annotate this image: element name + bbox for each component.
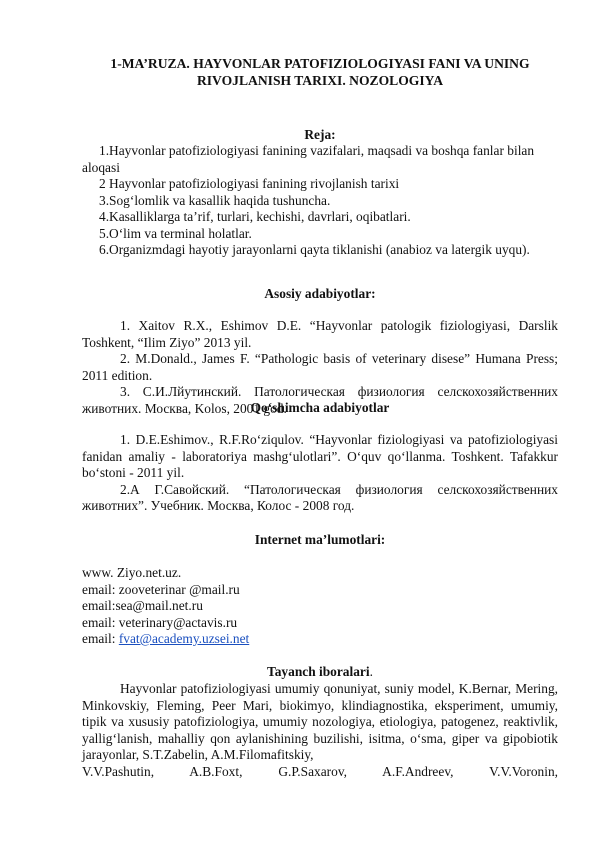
extra-literature-heading: Qo‘shimcha adabiyotlar [250,400,390,415]
literature-item: 2.А Г.Савойский. “Патологическая физиология селскохозяйственних животних”. Учебник. Москва, Колос - 2008 год. [82,481,558,513]
main-literature-heading: Asosiy adabiyotlar: [264,286,376,301]
plan-list [82,143,558,259]
title-line-2: RIVOJLANISH TARIXI. NOZOLOGIYA [196,73,444,88]
internet-source: email: veterinary@actavis.ru [82,614,238,630]
internet-source: email: zooveterinar @mail.ru [82,581,240,597]
email-prefix: email: [82,631,119,646]
title-line-1: 1-MA’RUZA. HAYVONLAR PATOFIZIOLOGIYASI FANI VA UNING [110,56,530,71]
keywords-heading-dot: . [369,664,373,679]
literature-item: 1. Xaitov R.X., Eshimov D.E. “Hayvonlar patologik fiziologiyasi, Darslik Toshkent, “Ilim Ziyo” 2013 yil. [82,318,558,350]
plan-heading: Reja: [304,127,336,142]
keywords-heading [82,664,558,681]
literature-item: 3. С.И.Лйутинский. Патологическая физиология селскохозяйственних животних. Москва, Kolos, 2001 god. [82,384,558,416]
plan-item: 1.Hayvonlar patofiziologiyasi fanining vazifalari, maqsadi va boshqa fanlar bilan aloqasi [82,143,535,175]
internet-heading: Internet ma’lumotlari: [254,532,386,547]
email-link[interactable]: fvat@academy.uzsei.net [118,631,250,646]
internet-source: www. Ziyo.net.uz. [82,565,182,580]
literature-item: 2. M.Donald., James F. “Pathologic basis of veterinary disese” Humana Press; 2011 edition. [82,351,558,383]
plan-item: 6.Organizmdagi hayotiy jarayonlarni qayta tiklanishi (anabioz va latergik uyqu). [99,242,530,257]
extra-literature-list [82,432,558,515]
plan-item: 2 Hayvonlar patofiziologiyasi fanining rivojlanish tarixi [99,176,400,191]
internet-source: email:sea@mail.net.ru [82,598,203,613]
internet-source [82,631,558,648]
literature-item: 1. D.E.Eshimov., R.F.Ro‘ziqulov. “Hayvonlar fiziologiyasi va patofiziologiyasi fanidan amaliy - laboratoriya mashg‘ulotlari”. O‘quv qo‘llanma. Toshkent. Tafakkur bo‘stoni - 2011 yil. [82,432,558,480]
plan-item: 4.Kasalliklarga ta’rif, turlari, kechishi, davrlari, oqibatlari. [99,209,411,224]
plan-item: 3.Sog‘lomlik va kasallik haqida tushuncha. [99,192,331,208]
internet-list [82,565,558,648]
keywords-last-line: V.V.Pashutin, A.B.Foxt, G.P.Saxarov, A.F.Andreev, V.V.Voronin, [82,764,558,779]
plan-item: 5.O‘lim va terminal holatlar. [99,225,252,241]
keywords-text: Hayvonlar patofiziologiyasi umumiy qonuniyat, suniy model, K.Bernar, Mering, Minkovskiy, Fleming, Peer Mari, biokimyo, klindiagnostika, eksperiment, umumiy, tipik va xususiy patofiziologiya, umumiy nozologiya, etiologiya, patogenez, reaktivlik, yallig‘lanish, mahalliy qon aylanishining buzilishi, isitma, o‘sma, giper va gipobiotik jarayonlar, S.T.Zabelin, A.M.Filomafitskiy, [82,681,558,762]
lecture-title [82,55,558,89]
keywords-heading-text: Tayanch iboralari [267,664,370,679]
